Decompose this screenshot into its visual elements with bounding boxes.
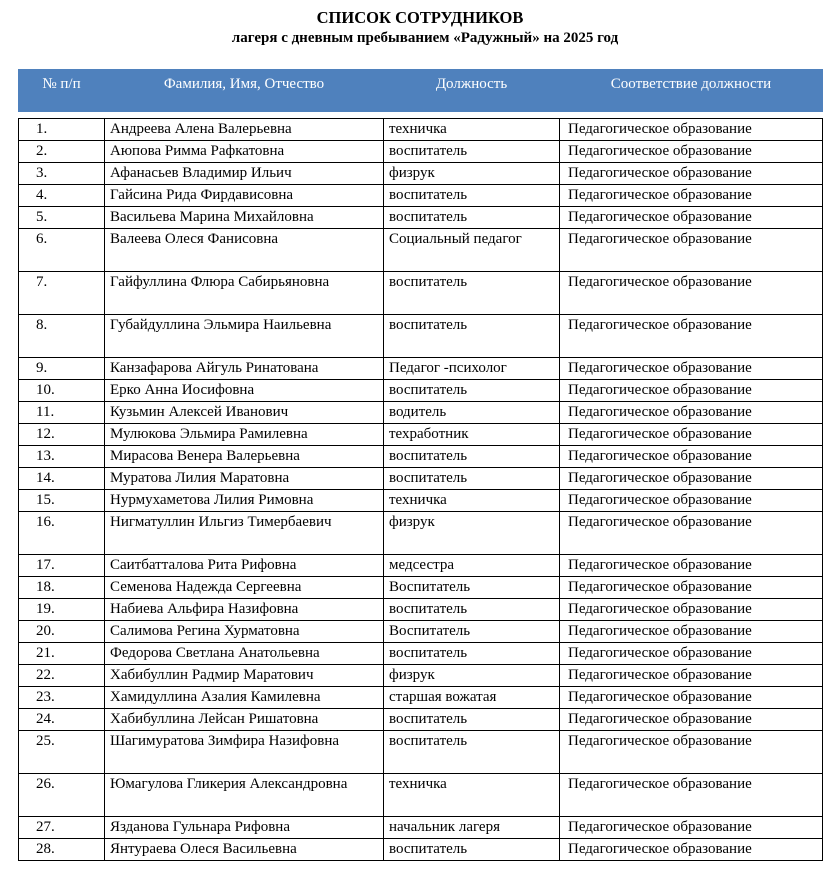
employee-name-cell: Афанасьев Владимир Ильич [105, 163, 384, 185]
position-cell: техничка [384, 119, 560, 141]
conformity-cell: Педагогическое образование [560, 665, 823, 687]
row-number-cell: 7. [19, 272, 105, 315]
conformity-cell: Педагогическое образование [560, 141, 823, 163]
employee-name-cell: Андреева Алена Валерьевна [105, 119, 384, 141]
table-row [19, 446, 823, 468]
employee-name-cell: Хамидуллина Азалия Камилевна [105, 687, 384, 709]
employee-name-cell: Семенова Надежда Сергеевна [105, 577, 384, 599]
employee-name-cell: Гайфуллина Флюра Сабирьяновна [105, 272, 384, 315]
conformity-cell: Педагогическое образование [560, 621, 823, 643]
conformity-cell: Педагогическое образование [560, 424, 823, 446]
row-number-cell: 17. [19, 555, 105, 577]
conformity-cell: Педагогическое образование [560, 512, 823, 555]
conformity-cell: Педагогическое образование [560, 490, 823, 512]
conformity-cell: Педагогическое образование [560, 272, 823, 315]
table-row [19, 774, 823, 817]
position-cell: техработник [384, 424, 560, 446]
position-cell: Педагог -психолог [384, 358, 560, 380]
conformity-cell: Педагогическое образование [560, 229, 823, 272]
table-row [19, 315, 823, 358]
position-cell: физрук [384, 665, 560, 687]
employee-name-cell: Ерко Анна Иосифовна [105, 380, 384, 402]
row-number-cell: 9. [19, 358, 105, 380]
employee-name-cell: Гайсина Рида Фирдависовна [105, 185, 384, 207]
employee-name-cell: Саитбатталова Рита Рифовна [105, 555, 384, 577]
spacer-cell [105, 112, 384, 119]
position-cell: физрук [384, 163, 560, 185]
table-row [19, 577, 823, 599]
row-number-cell: 1. [19, 119, 105, 141]
employee-name-cell: Мирасова Венера Валерьевна [105, 446, 384, 468]
position-cell: воспитатель [384, 643, 560, 665]
position-cell: старшая вожатая [384, 687, 560, 709]
header-spacer [19, 112, 823, 119]
row-number-cell: 6. [19, 229, 105, 272]
employee-name-cell: Шагимуратова Зимфира Назифовна [105, 731, 384, 774]
conformity-cell: Педагогическое образование [560, 709, 823, 731]
table-row [19, 229, 823, 272]
row-number-cell: 4. [19, 185, 105, 207]
conformity-cell: Педагогическое образование [560, 358, 823, 380]
conformity-cell: Педагогическое образование [560, 315, 823, 358]
table-row [19, 380, 823, 402]
row-number-cell: 24. [19, 709, 105, 731]
table-row [19, 817, 823, 839]
position-cell: воспитатель [384, 468, 560, 490]
row-number-cell: 12. [19, 424, 105, 446]
position-cell: Социальный педагог [384, 229, 560, 272]
employee-name-cell: Хабибуллина Лейсан Ришатовна [105, 709, 384, 731]
column-header-conformity: Соответствие должности [560, 70, 823, 112]
table-row [19, 424, 823, 446]
conformity-cell: Педагогическое образование [560, 731, 823, 774]
page-subtitle: лагеря с дневным пребыванием «Радужный» на 2025 год [231, 30, 619, 46]
position-cell: физрук [384, 512, 560, 555]
employee-name-cell: Нигматуллин Ильгиз Тимербаевич [105, 512, 384, 555]
employee-name-cell: Салимова Регина Хурматовна [105, 621, 384, 643]
table-row [19, 731, 823, 774]
row-number-cell: 28. [19, 839, 105, 861]
row-number-cell: 10. [19, 380, 105, 402]
employee-name-cell: Канзафарова Айгуль Ринатована [105, 358, 384, 380]
position-cell: воспитатель [384, 315, 560, 358]
table-row [19, 272, 823, 315]
table-row [19, 839, 823, 861]
employee-name-cell: Кузьмин Алексей Иванович [105, 402, 384, 424]
row-number-cell: 13. [19, 446, 105, 468]
conformity-cell: Педагогическое образование [560, 207, 823, 229]
row-number-cell: 14. [19, 468, 105, 490]
position-cell: воспитатель [384, 272, 560, 315]
table-row [19, 709, 823, 731]
row-number-cell: 27. [19, 817, 105, 839]
row-number-cell: 26. [19, 774, 105, 817]
position-cell: воспитатель [384, 839, 560, 861]
row-number-cell: 21. [19, 643, 105, 665]
table-row [19, 621, 823, 643]
conformity-cell: Педагогическое образование [560, 643, 823, 665]
table-body [19, 119, 823, 861]
spacer-cell [384, 112, 560, 119]
employee-name-cell: Хабибуллин Радмир Маратович [105, 665, 384, 687]
conformity-cell: Педагогическое образование [560, 446, 823, 468]
conformity-cell: Педагогическое образование [560, 380, 823, 402]
table-header [19, 70, 823, 119]
row-number-cell: 3. [19, 163, 105, 185]
position-cell: Воспитатель [384, 577, 560, 599]
conformity-cell: Педагогическое образование [560, 185, 823, 207]
employee-name-cell: Набиева Альфира Назифовна [105, 599, 384, 621]
position-cell: воспитатель [384, 380, 560, 402]
conformity-cell: Педагогическое образование [560, 817, 823, 839]
row-number-cell: 5. [19, 207, 105, 229]
employee-name-cell: Юмагулова Гликерия Александровна [105, 774, 384, 817]
position-cell: воспитатель [384, 207, 560, 229]
table-row [19, 490, 823, 512]
position-cell: медсестра [384, 555, 560, 577]
conformity-cell: Педагогическое образование [560, 774, 823, 817]
conformity-cell: Педагогическое образование [560, 577, 823, 599]
employee-name-cell: Муратова Лилия Маратовна [105, 468, 384, 490]
table-row [19, 163, 823, 185]
conformity-cell: Педагогическое образование [560, 468, 823, 490]
row-number-cell: 23. [19, 687, 105, 709]
position-cell: воспитатель [384, 446, 560, 468]
conformity-cell: Педагогическое образование [560, 599, 823, 621]
position-cell: воспитатель [384, 731, 560, 774]
conformity-cell: Педагогическое образование [560, 163, 823, 185]
table-row [19, 643, 823, 665]
table-row [19, 119, 823, 141]
table-row [19, 599, 823, 621]
row-number-cell: 22. [19, 665, 105, 687]
conformity-cell: Педагогическое образование [560, 555, 823, 577]
employee-name-cell: Мулюкова Эльмира Рамилевна [105, 424, 384, 446]
position-cell: Воспитатель [384, 621, 560, 643]
position-cell: техничка [384, 774, 560, 817]
row-number-cell: 16. [19, 512, 105, 555]
position-cell: техничка [384, 490, 560, 512]
position-cell: воспитатель [384, 141, 560, 163]
table-row [19, 512, 823, 555]
position-cell: воспитатель [384, 599, 560, 621]
employee-name-cell: Аюпова Римма Рафкатовна [105, 141, 384, 163]
row-number-cell: 25. [19, 731, 105, 774]
table-row [19, 665, 823, 687]
row-number-cell: 19. [19, 599, 105, 621]
employee-name-cell: Валеева Олеся Фанисовна [105, 229, 384, 272]
employee-name-cell: Федорова Светлана Анатольевна [105, 643, 384, 665]
column-header-name: Фамилия, Имя, Отчество [105, 70, 384, 112]
employee-name-cell: Васильева Марина Михайловна [105, 207, 384, 229]
spacer-cell [19, 112, 105, 119]
table-row [19, 402, 823, 424]
row-number-cell: 8. [19, 315, 105, 358]
table-row [19, 358, 823, 380]
position-cell: водитель [384, 402, 560, 424]
position-cell: воспитатель [384, 185, 560, 207]
table-row [19, 185, 823, 207]
table-header-row [19, 70, 823, 112]
row-number-cell: 20. [19, 621, 105, 643]
page-title: СПИСОК СОТРУДНИКОВ [316, 8, 524, 27]
employee-name-cell: Янтураева Олеся Васильевна [105, 839, 384, 861]
conformity-cell: Педагогическое образование [560, 687, 823, 709]
table-row [19, 468, 823, 490]
employee-name-cell: Язданова Гульнара Рифовна [105, 817, 384, 839]
employee-name-cell: Нурмухаметова Лилия Римовна [105, 490, 384, 512]
row-number-cell: 2. [19, 141, 105, 163]
employee-name-cell: Губайдуллина Эльмира Наильевна [105, 315, 384, 358]
column-header-number: № п/п [19, 70, 105, 112]
staff-table [18, 69, 823, 861]
table-row [19, 687, 823, 709]
conformity-cell: Педагогическое образование [560, 119, 823, 141]
conformity-cell: Педагогическое образование [560, 402, 823, 424]
row-number-cell: 15. [19, 490, 105, 512]
column-header-position: Должность [384, 70, 560, 112]
table-row [19, 141, 823, 163]
position-cell: воспитатель [384, 709, 560, 731]
row-number-cell: 18. [19, 577, 105, 599]
spacer-cell [560, 112, 823, 119]
table-row [19, 555, 823, 577]
conformity-cell: Педагогическое образование [560, 839, 823, 861]
table-row [19, 207, 823, 229]
row-number-cell: 11. [19, 402, 105, 424]
position-cell: начальник лагеря [384, 817, 560, 839]
